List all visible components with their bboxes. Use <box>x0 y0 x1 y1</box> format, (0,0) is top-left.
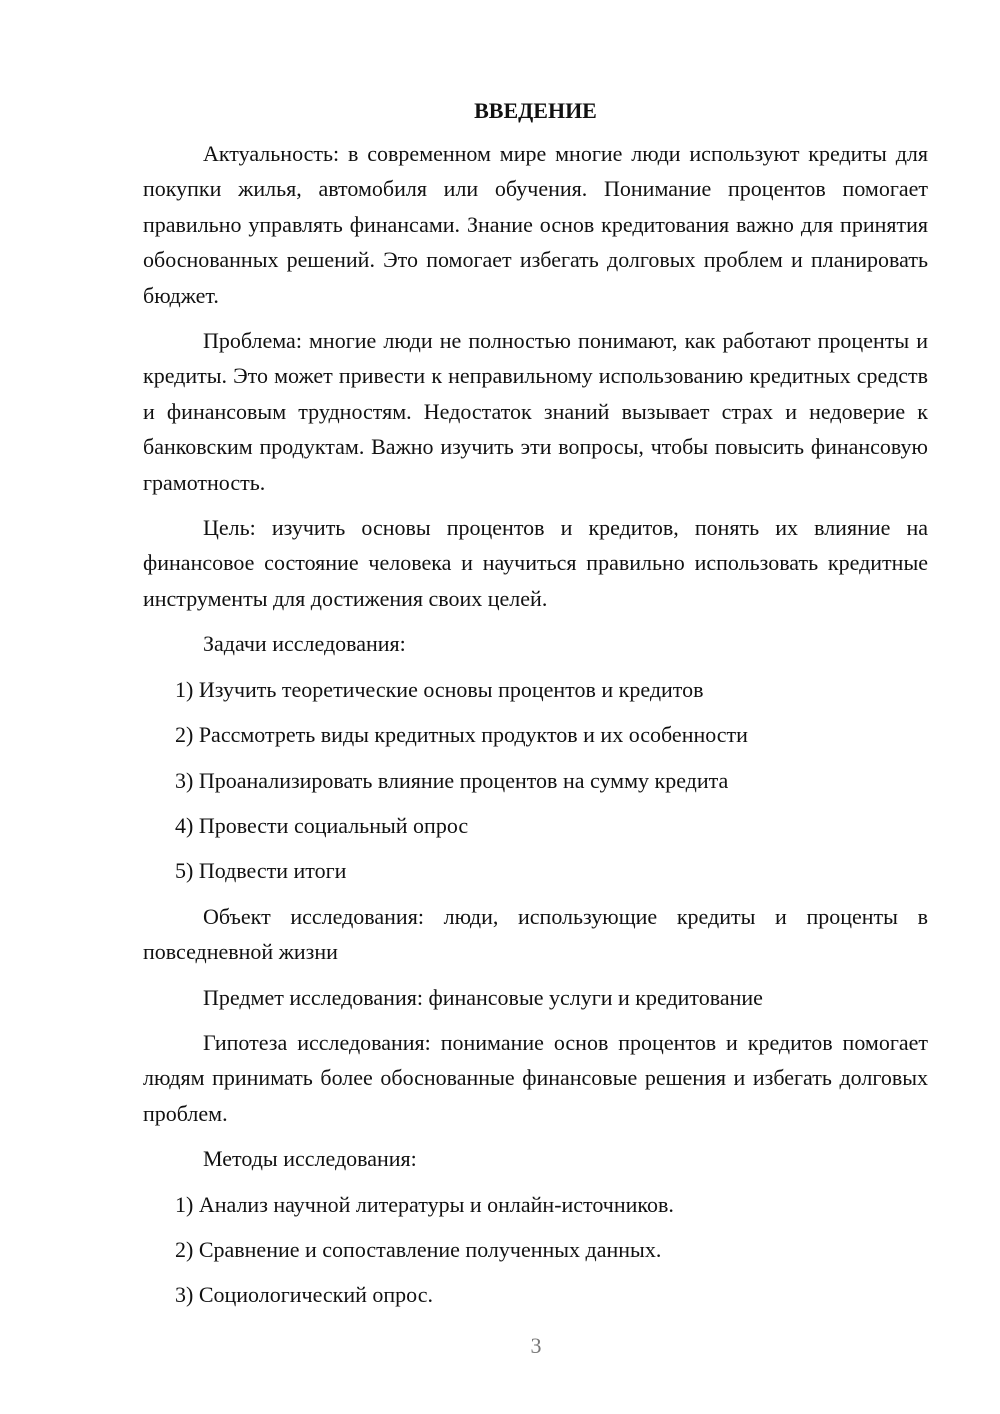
hypothesis-paragraph: Гипотеза исследования: понимание основ процентов и кредитов помогает людям принимать более обоснованные финансовые решения и избегать долговых проблем. <box>143 1029 928 1126</box>
tasks-heading: Задачи исследования: <box>203 631 406 657</box>
problem-paragraph: Проблема: многие люди не полностью понимают, как работают проценты и кредиты. Это может привести к неправильному использованию кредитных средств и финансовым трудностям. Недостаток знаний вызывает страх и недоверие к банковским продуктам. Важно изучить эти вопросы, чтобы повысить финансовую грамотность. <box>143 328 928 495</box>
page-number: 3 <box>530 1333 542 1358</box>
object-paragraph: Объект исследования: люди, использующие кредиты и проценты в повседневной жизни <box>143 903 928 965</box>
task-item: 2) Рассмотреть виды кредитных продуктов и их особенности <box>175 722 748 748</box>
goal-paragraph: Цель: изучить основы процентов и кредитов, понять их влияние на финансовое состояние человека и научиться правильно использовать кредитные инструменты для достижения своих целей. <box>143 515 928 611</box>
method-item: 3) Социологический опрос. <box>175 1282 433 1308</box>
tasks-list <box>143 672 928 889</box>
methods-heading: Методы исследования: <box>203 1146 417 1172</box>
method-item: 2) Сравнение и сопоставление полученных данных. <box>175 1236 662 1262</box>
relevance-paragraph: Актуальность: в современном мире многие люди используют кредиты для покупки жилья, автомобиля или обучения. Понимание процентов помогает правильно управлять финансами. Знание основ кредитования важно для принятия обоснованных решений. Это помогает избегать долговых проблем и планировать бюджет. <box>143 141 928 308</box>
document-title: ВВЕДЕНИЕ <box>474 98 597 123</box>
methods-list <box>143 1187 928 1313</box>
task-item: 3) Проанализировать влияние процентов на сумму кредита <box>175 767 729 793</box>
task-item: 4) Провести социальный опрос <box>175 812 469 838</box>
subject-paragraph: Предмет исследования: финансовые услуги и кредитование <box>203 984 763 1010</box>
task-item: 5) Подвести итоги <box>175 858 347 884</box>
task-item: 1) Изучить теоретические основы процентов и кредитов <box>175 676 704 702</box>
method-item: 1) Анализ научной литературы и онлайн-источников. <box>175 1191 674 1217</box>
